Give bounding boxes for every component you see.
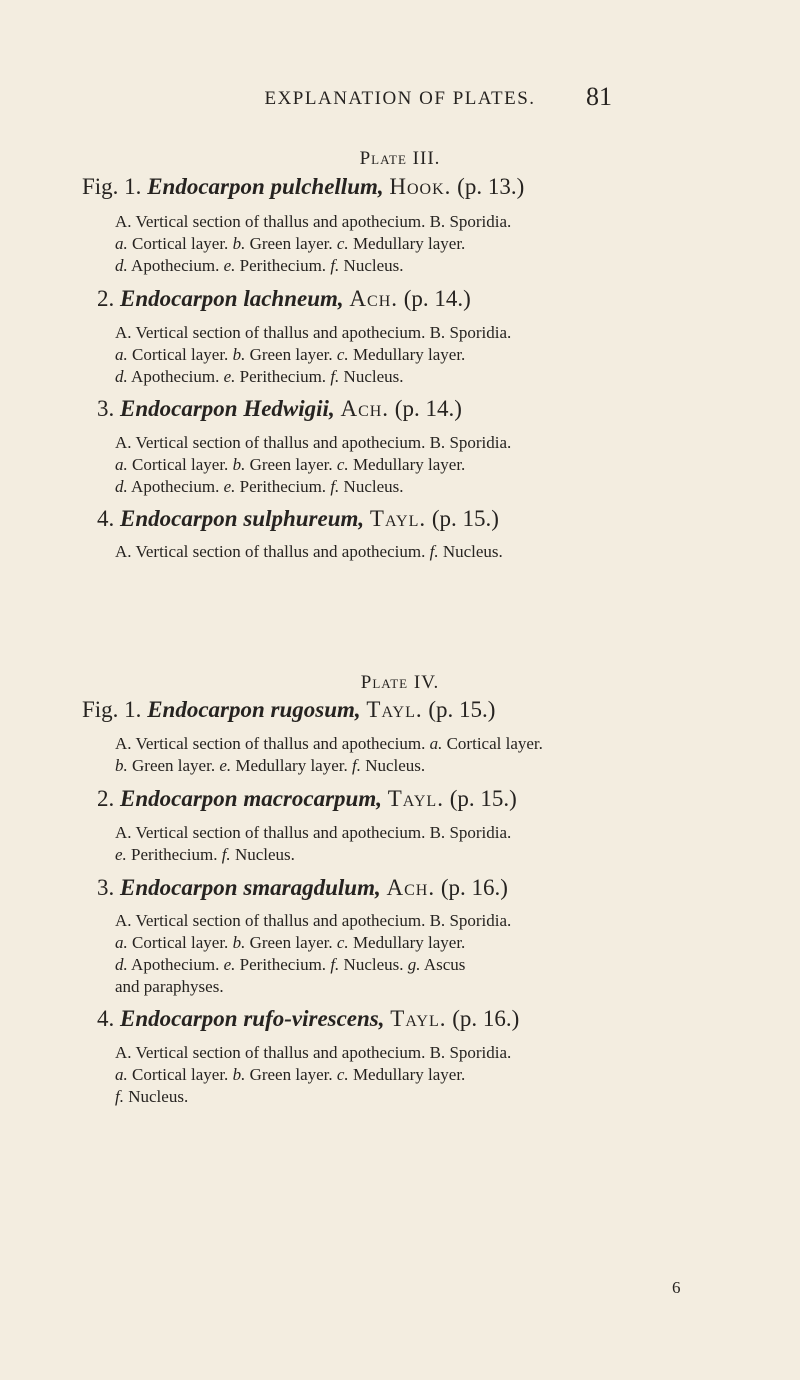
author-abbrev: Tayl. (366, 697, 423, 722)
author-abbrev: Tayl. (387, 786, 444, 811)
item-letter: e. (223, 955, 236, 974)
item-text: Sporidia. (445, 212, 512, 231)
item-text: Medullary layer. (348, 345, 466, 364)
item-letter: A. (115, 734, 132, 753)
item-text: Cortical layer. (127, 455, 233, 474)
species-name: Endocarpon lachneum, (120, 286, 344, 311)
figure-label: 4. (97, 1006, 115, 1031)
item-text: Medullary layer. (348, 455, 466, 474)
description-line (115, 822, 715, 844)
item-letter: c. (336, 345, 349, 364)
page-reference: (p. 16.) (452, 1006, 520, 1031)
page-reference: (p. 15.) (431, 506, 499, 531)
item-text: Apothecium. (127, 256, 224, 275)
item-letter: c. (336, 1065, 349, 1084)
item-text: Cortical layer. (127, 1065, 233, 1084)
item-letter: f. (330, 477, 340, 496)
item-text: Ascus (420, 955, 466, 974)
item-text: Perithecium. (235, 477, 331, 496)
description-line (115, 1064, 715, 1086)
figure-label: 2. (97, 786, 115, 811)
item-text: Apothecium. (127, 955, 224, 974)
item-letter: d. (115, 256, 128, 275)
item-text: Nucleus. (339, 477, 404, 496)
description-line (115, 1086, 715, 1108)
item-text: Cortical layer. (127, 345, 233, 364)
item-text: Nucleus. (360, 756, 426, 775)
figure-heading (82, 697, 495, 723)
description-line (115, 211, 715, 233)
species-name: Endocarpon macrocarpum, (120, 786, 382, 811)
figure-label: 2. (97, 286, 115, 311)
item-text: Vertical section of thallus and apothecium. (131, 823, 430, 842)
item-text: Green layer. (245, 345, 337, 364)
species-name: Endocarpon rufo-virescens, (120, 1006, 385, 1031)
figure-label: Fig. 1. (82, 174, 142, 199)
item-letter: a. (115, 1065, 128, 1084)
description-line (115, 932, 715, 954)
page-number: 81 (586, 82, 612, 111)
item-letter: g. (407, 955, 421, 974)
item-text: Green layer. (245, 234, 337, 253)
figure-description (115, 322, 715, 388)
item-text: Sporidia. (445, 433, 512, 452)
item-letter: e. (223, 477, 236, 496)
page-reference: (p. 14.) (403, 286, 471, 311)
page-reference: (p. 15.) (449, 786, 517, 811)
item-letter: f. (330, 367, 340, 386)
page-reference: (p. 16.) (440, 875, 508, 900)
item-text: Cortical layer. (127, 933, 233, 952)
author-abbrev: Ach. (340, 396, 390, 421)
item-letter: A. (115, 323, 132, 342)
figure-description (115, 541, 715, 563)
figure-heading (97, 286, 471, 312)
item-letter: c. (336, 933, 349, 952)
item-letter: A. (115, 433, 132, 452)
item-text: Sporidia. (445, 911, 512, 930)
item-letter: c. (336, 234, 349, 253)
item-letter: f. (221, 845, 231, 864)
item-letter: B. (429, 323, 446, 342)
item-text: Perithecium. (235, 367, 331, 386)
item-letter: d. (115, 367, 128, 386)
figure-heading (97, 1006, 519, 1032)
item-letter: A. (115, 542, 132, 561)
item-letter: a. (115, 455, 128, 474)
description-line (115, 233, 715, 255)
description-line (115, 476, 715, 498)
author-abbrev: Ach. (349, 286, 398, 311)
figure-description (115, 733, 715, 777)
item-text: Cortical layer. (127, 234, 233, 253)
item-text: Nucleus. (339, 955, 408, 974)
item-letter: A. (115, 911, 132, 930)
item-letter: A. (115, 212, 132, 231)
figure-heading (97, 786, 517, 812)
figure-label: 3. (97, 396, 115, 421)
page-reference: (p. 13.) (457, 174, 525, 199)
plate-4-title: Plate IV. (360, 672, 440, 693)
item-letter: f. (429, 542, 439, 561)
figure-heading (82, 174, 524, 200)
item-text: Perithecium. (235, 955, 331, 974)
item-letter: c. (336, 455, 349, 474)
item-text: Perithecium. (235, 256, 331, 275)
item-text: Green layer. (127, 756, 220, 775)
figure-description (115, 432, 715, 498)
page-reference: (p. 14.) (394, 396, 462, 421)
author-abbrev: Tayl. (390, 1006, 447, 1031)
item-text: Sporidia. (445, 1043, 512, 1062)
description-line (115, 541, 715, 563)
item-letter: e. (223, 256, 236, 275)
item-letter: d. (115, 955, 128, 974)
description-line (115, 733, 715, 755)
species-name: Endocarpon Hedwigii, (120, 396, 335, 421)
description-line (115, 366, 715, 388)
item-text: Nucleus. (438, 542, 503, 561)
item-text: Green layer. (245, 1065, 337, 1084)
description-line (115, 910, 715, 932)
item-text: Perithecium. (126, 845, 222, 864)
item-letter: b. (232, 933, 246, 952)
item-text: Nucleus. (123, 1087, 189, 1106)
author-abbrev: Tayl. (369, 506, 427, 531)
figure-heading (97, 396, 462, 422)
species-name: Endocarpon sulphureum, (120, 506, 365, 531)
item-letter: b. (232, 234, 246, 253)
item-letter: B. (429, 911, 446, 930)
item-letter: a. (115, 234, 128, 253)
item-text: Apothecium. (127, 367, 224, 386)
item-letter: f. (330, 256, 340, 275)
figure-label: 3. (97, 875, 115, 900)
description-line (115, 454, 715, 476)
item-text: Medullary layer. (231, 756, 352, 775)
description-line (115, 322, 715, 344)
item-letter: f. (351, 756, 361, 775)
item-text: Nucleus. (339, 256, 404, 275)
description-line (115, 844, 715, 866)
figure-description (115, 1042, 715, 1108)
item-text: Vertical section of thallus and apothecium. (131, 542, 430, 561)
author-abbrev: Ach. (386, 875, 436, 900)
page-reference: (p. 15.) (428, 697, 496, 722)
description-line (115, 1042, 715, 1064)
signature-mark: 6 (672, 1278, 681, 1297)
item-letter: A. (115, 1043, 132, 1062)
item-text: Nucleus. (339, 367, 404, 386)
figure-heading (97, 506, 499, 532)
description-line (115, 755, 715, 777)
item-text: Vertical section of thallus and apothecium. (131, 911, 430, 930)
item-letter: f. (115, 1087, 124, 1106)
item-letter: B. (429, 433, 446, 452)
item-letter: b. (115, 756, 128, 775)
item-text: Vertical section of thallus and apothecium. (131, 1043, 430, 1062)
item-text: Green layer. (245, 933, 337, 952)
item-letter: d. (115, 477, 128, 496)
item-letter: B. (429, 1043, 446, 1062)
item-text: Medullary layer. (348, 933, 466, 952)
species-name: Endocarpon rugosum, (147, 697, 361, 722)
item-letter: e. (115, 845, 127, 864)
figure-description (115, 910, 715, 998)
item-letter: b. (232, 345, 246, 364)
species-name: Endocarpon pulchellum, (147, 174, 384, 199)
species-name: Endocarpon smaragdulum, (120, 875, 381, 900)
plate-3-title: Plate III. (359, 148, 441, 169)
item-text: Nucleus. (230, 845, 295, 864)
figure-label: Fig. 1. (82, 697, 142, 722)
figure-heading (97, 875, 508, 901)
item-text: Medullary layer. (348, 234, 466, 253)
item-letter: a. (115, 345, 128, 364)
item-letter: b. (232, 455, 246, 474)
item-text: Vertical section of thallus and apothecium. (131, 433, 430, 452)
figure-description (115, 211, 715, 277)
description-line (115, 976, 715, 998)
item-letter: f. (330, 955, 340, 974)
item-letter: e. (219, 756, 232, 775)
item-text: Vertical section of thallus and apothecium. (131, 212, 430, 231)
item-text: Sporidia. (445, 823, 512, 842)
author-abbrev: Hook. (389, 174, 452, 199)
item-text: and paraphyses. (115, 977, 224, 996)
item-text: Vertical section of thallus and apothecium. (131, 323, 430, 342)
description-line (115, 255, 715, 277)
item-letter: B. (429, 823, 446, 842)
item-text: Vertical section of thallus and apothecium. (131, 734, 430, 753)
figure-label: 4. (97, 506, 115, 531)
item-text: Sporidia. (445, 323, 512, 342)
item-letter: B. (429, 212, 446, 231)
item-letter: b. (232, 1065, 246, 1084)
item-text: Apothecium. (127, 477, 224, 496)
figure-description (115, 822, 715, 866)
description-line (115, 432, 715, 454)
description-line (115, 344, 715, 366)
item-letter: A. (115, 823, 132, 842)
item-text: Medullary layer. (348, 1065, 466, 1084)
item-text: Cortical layer. (442, 734, 543, 753)
description-line (115, 954, 715, 976)
running-title: EXPLANATION OF PLATES. (264, 88, 536, 109)
item-letter: a. (115, 933, 128, 952)
item-text: Green layer. (245, 455, 337, 474)
item-letter: e. (223, 367, 236, 386)
item-letter: a. (429, 734, 443, 753)
